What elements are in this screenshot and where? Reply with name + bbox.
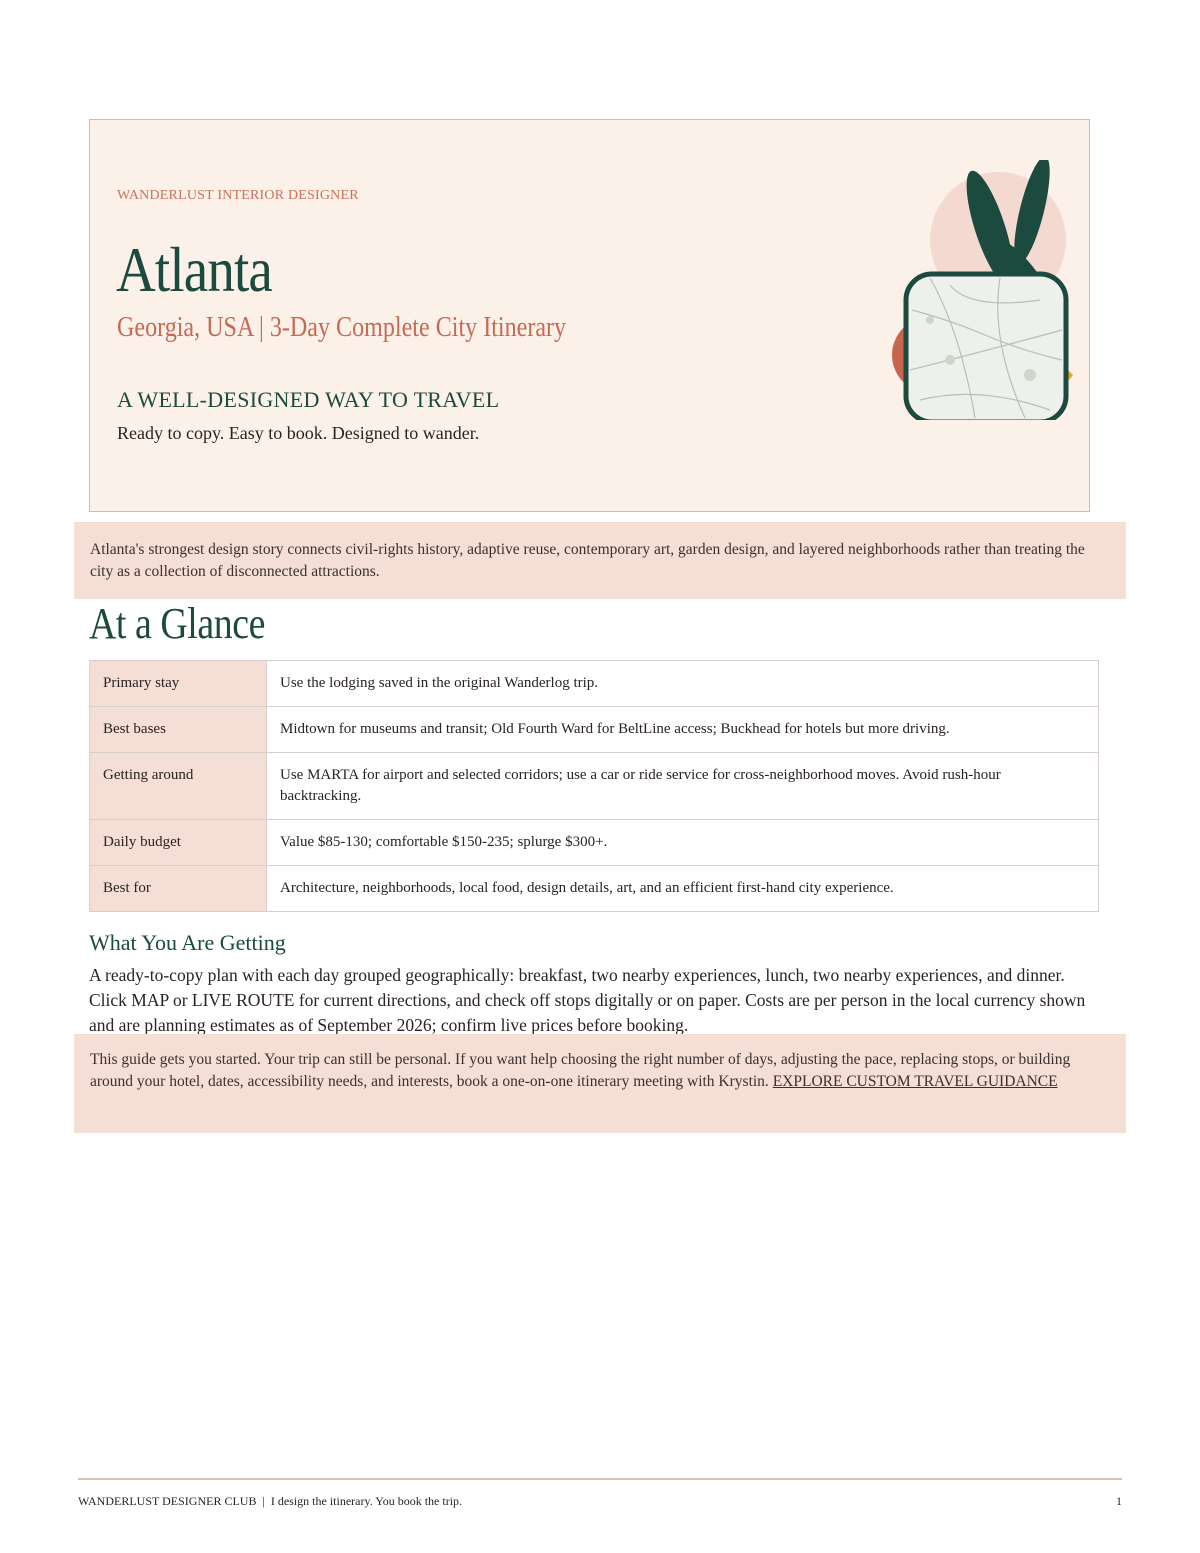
map-thumbnail-icon (800, 160, 1080, 420)
row-label: Best bases (90, 707, 267, 753)
tagline: A WELL-DESIGNED WAY TO TRAVEL (117, 387, 500, 412)
row-value: Midtown for museums and transit; Old Fourth Ward for BeltLine access; Buckhead for hotels but more driving. (267, 707, 1099, 753)
row-label: Best for (90, 866, 267, 912)
row-value: Use MARTA for airport and selected corridors; use a car or ride service for cross-neighborhood moves. Avoid rush-hour backtracking. (267, 753, 1099, 820)
row-label: Primary stay (90, 661, 267, 707)
at-a-glance-heading: At a Glance (89, 599, 265, 648)
row-value: Architecture, neighborhoods, local food, design details, art, and an efficient first-hand city experience. (267, 866, 1099, 912)
table-row (90, 707, 1099, 753)
table-row (90, 753, 1099, 820)
brand-kicker: WANDERLUST INTERIOR DESIGNER (117, 188, 359, 203)
city-title: Atlanta (116, 234, 272, 305)
row-value: Value $85-130; comfortable $150-235; splurge $300+. (267, 820, 1099, 866)
footer-text: WANDERLUST DESIGNER CLUB | I design the itinerary. You book the trip. (78, 1494, 463, 1508)
tagline-sub: Ready to copy. Easy to book. Designed to wander. (117, 423, 480, 443)
footer-divider (78, 1478, 1122, 1480)
trip-subtitle: Georgia, USA | 3-Day Complete City Itinerary (117, 312, 567, 343)
at-a-glance-table (89, 660, 1099, 912)
table-row (90, 866, 1099, 912)
explore-custom-guidance-link[interactable]: EXPLORE CUSTOM TRAVEL GUIDANCE (772, 1073, 1058, 1090)
intro-banner: Atlanta's strongest design story connects civil-rights history, adaptive reuse, contemporary art, garden design, and layered neighborhoods rather than treating the city as a collection of disconnected attractions. (74, 522, 1126, 599)
custom-guidance-text: This guide gets you started. Your trip can still be personal. If you want help choosing the right number of days, adjusting the pace, replacing stops, or building around your hotel, dates, accessibility needs, and interests, book a one-on-one itinerary meeting with Krystin. (90, 1051, 1071, 1090)
what-you-are-getting-heading: What You Are Getting (89, 930, 286, 955)
table-row (90, 820, 1099, 866)
hero-card (89, 119, 1090, 512)
custom-guidance-banner (74, 1034, 1126, 1133)
table-row (90, 661, 1099, 707)
what-you-are-getting-body: A ready-to-copy plan with each day grouped geographically: breakfast, two nearby experiences, lunch, two nearby experiences, and dinner. Click MAP or LIVE ROUTE for current directions, and check off stops digitally or on paper. Costs are per person in the local currency shown and are planning estimates as of September 2026; confirm live prices before booking. (89, 965, 1086, 1034)
row-label: Daily budget (90, 820, 267, 866)
row-value: Use the lodging saved in the original Wanderlog trip. (267, 661, 1099, 707)
row-label: Getting around (90, 753, 267, 820)
page-number: 1 (1116, 1494, 1122, 1508)
